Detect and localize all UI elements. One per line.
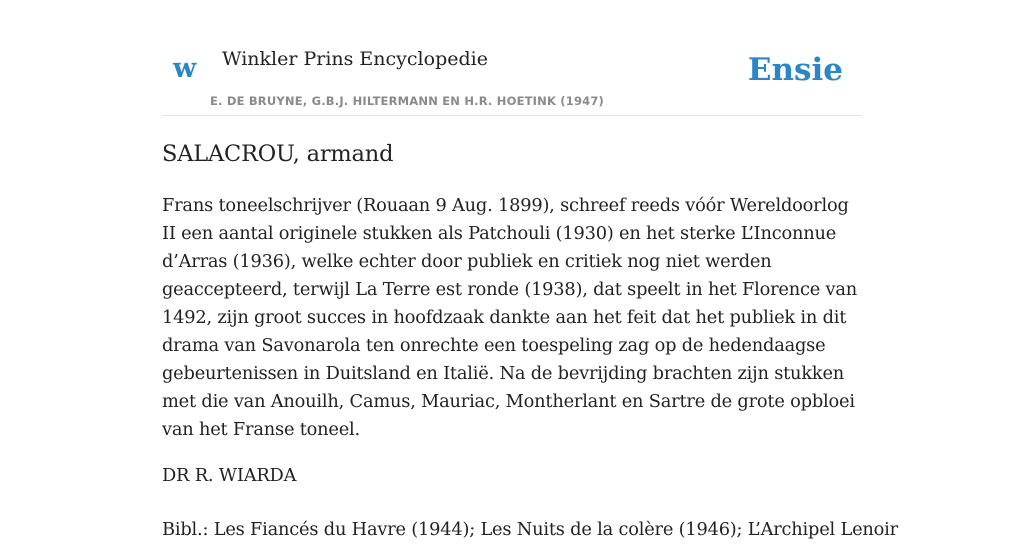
article-title: SALACROU, armand (162, 141, 394, 167)
article-body: Frans toneelschrijver (Rouaan 9 Aug. 1899), schreef reeds vóór Wereldoorlog II een aantal originele stukken als Patchouli (1930) en het sterke L’Inconnue d’Arras (1936), welke echter door publiek en critiek nog niet werden geaccepteerd, terwijl La Terre est ronde (1938), dat speelt in het Florence van 1492, zijn groot succes in hoofdzaak dankte aan het feit dat het publiek in dit drama van Savonarola ten onrechte een toespeling zag op de hedendaagse gebeurtenissen in Duitsland en Italië. Na de bevrijding brachten zijn stukken met die van Anouilh, Camus, Mauriac, Montherlant en Sartre de grote opbloei van het Franse toneel. (162, 195, 857, 440)
article (162, 136, 898, 544)
encyclopedia-authors: E. DE BRUYNE, G.B.J. HILTERMANN EN H.R. HOETINK (1947) (210, 94, 605, 108)
ensie-logo[interactable]: Ensie (747, 52, 843, 88)
site-header (162, 0, 862, 116)
encyclopedia-title[interactable]: Winkler Prins Encyclopedie (222, 48, 488, 70)
article-bibliography: Bibl.: Les Fiancés du Havre (1944); Les Nuits de la colère (1946); L’Archipel Lenoir (162, 519, 898, 540)
winkler-prins-logo[interactable]: w (173, 53, 197, 84)
article-author: DR R. WIARDA (162, 465, 297, 486)
